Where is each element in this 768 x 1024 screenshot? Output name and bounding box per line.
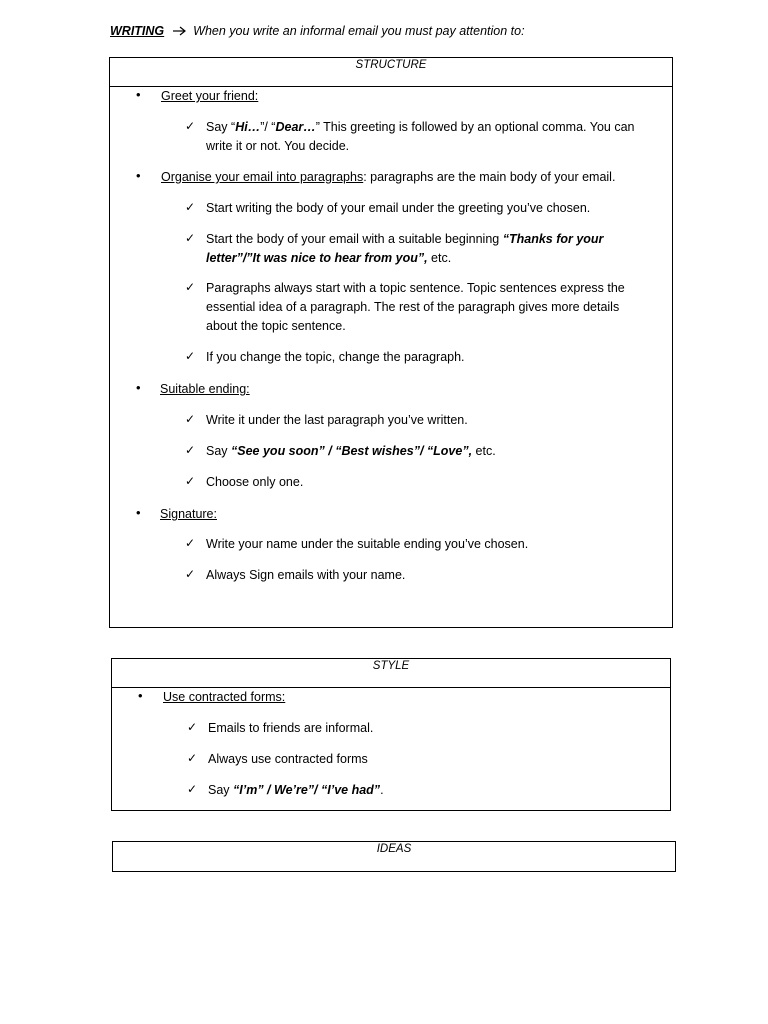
ending-check-2: Say “See you soon” / “Best wishes”/ “Love”, etc. — [206, 444, 496, 458]
signature-label: Signature: — [160, 507, 217, 521]
style-check-3: Say “I’m” / We’re”/ “I’ve had”. — [208, 783, 384, 797]
writing-label: WRITING — [110, 24, 165, 38]
style-box — [111, 658, 671, 811]
organise-label: Organise your email into paragraphs: paragraphs are the main body of your email. — [161, 170, 616, 184]
organise-check-4: If you change the topic, change the paragraph. — [206, 350, 465, 364]
check-icon: ✓ — [185, 443, 196, 457]
ideas-box — [112, 841, 676, 872]
greet-label: Greet your friend: — [161, 89, 259, 103]
ending-check-1: Write it under the last paragraph you’ve written. — [206, 413, 468, 427]
style-check-1: Emails to friends are informal. — [208, 721, 374, 735]
ideas-title: IDEAS — [376, 843, 412, 855]
ending-label: Suitable ending: — [160, 382, 250, 396]
organise-check-2: Start the body of your email with a suitable beginning “Thanks for your letter”/”It was nice to hear from you”, etc. — [206, 232, 604, 265]
check-icon: ✓ — [185, 119, 196, 133]
check-icon: ✓ — [185, 567, 196, 581]
check-icon: ✓ — [185, 536, 196, 550]
check-icon: ✓ — [185, 412, 196, 426]
check-icon: ✓ — [185, 474, 196, 488]
structure-title: STRUCTURE — [110, 58, 672, 87]
style-label: Use contracted forms: — [163, 690, 286, 704]
check-icon: ✓ — [185, 200, 196, 214]
bullet-icon — [136, 505, 141, 520]
style-check-2: Always use contracted forms — [208, 752, 368, 766]
greet-say-text: Say “Hi…”/ “Dear…” This greeting is followed by an optional comma. You can write it or not. You decide. — [206, 120, 635, 153]
style-title: STYLE — [112, 659, 670, 688]
right-arrow-icon — [172, 26, 188, 36]
ending-check-3: Choose only one. — [206, 475, 304, 489]
check-icon: ✓ — [187, 751, 198, 765]
check-icon: ✓ — [185, 349, 196, 363]
bullet-icon — [136, 380, 141, 395]
bullet-icon — [136, 87, 141, 102]
structure-box — [109, 57, 673, 628]
page-heading — [110, 24, 525, 38]
check-icon: ✓ — [185, 280, 196, 294]
signature-check-1: Write your name under the suitable ending you’ve chosen. — [206, 537, 529, 551]
bullet-icon — [138, 688, 143, 703]
bullet-icon — [136, 168, 141, 183]
intro-text: When you write an informal email you must pay attention to: — [193, 24, 525, 38]
check-icon: ✓ — [187, 782, 198, 796]
check-icon: ✓ — [187, 720, 198, 734]
check-icon: ✓ — [185, 231, 196, 245]
organise-check-3: Paragraphs always start with a topic sentence. Topic sentences express the essential idea of a paragraph. The rest of the paragraph gives more details about the topic sentence. — [206, 281, 625, 333]
signature-check-2: Always Sign emails with your name. — [206, 568, 406, 582]
organise-check-1: Start writing the body of your email under the greeting you’ve chosen. — [206, 201, 591, 215]
